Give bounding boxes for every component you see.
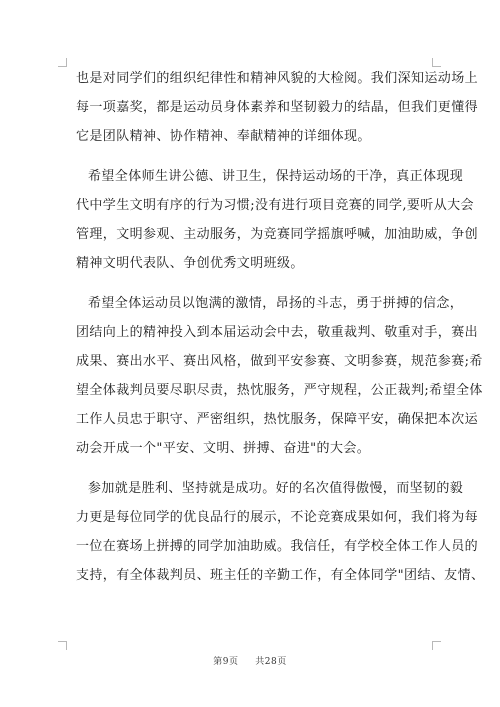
crop-mark-bottom-left bbox=[58, 641, 67, 650]
body-text bbox=[76, 64, 485, 590]
page-total: 共28页 bbox=[255, 657, 287, 667]
paragraph-4-line-3: 一位在赛场上拼搏的同学加油助威。我信任，有学校全体工作人员的 bbox=[76, 539, 479, 554]
paragraph-2-line-1: 希望全体师生讲公德、讲卫生，保持运动场的干净，真正体现现 bbox=[88, 169, 464, 184]
paragraph-1-line-3: 它是团队精神、协作精神、奉献精神的详细体现。 bbox=[76, 129, 371, 144]
crop-mark-bottom-right bbox=[432, 641, 441, 650]
paragraph-4-line-4: 支持，有全体裁判员、班主任的辛勤工作，有全体同学"团结、友情、 bbox=[76, 568, 485, 583]
paragraph-2-line-3: 管理，文明参观、主动服务，为竞赛同学摇旗呼喊，加油助威，争创 bbox=[76, 227, 479, 242]
paragraph-3-line-2: 团结向上的精神投入到本届运动会中去，敬重裁判、敬重对手，赛出 bbox=[76, 325, 479, 340]
paragraph-3-line-3: 成果、赛出水平、赛出风格，做到平安参赛、文明参赛，规范参赛;希 bbox=[76, 354, 483, 369]
page-number: 第9页 bbox=[213, 657, 239, 667]
paragraph-2-line-2: 代中学生文明有序的行为习惯;没有进行项目竞赛的同学,要听从大会 bbox=[76, 198, 474, 213]
paragraph-1-line-1: 也是对同学们的组织纪律性和精神风貌的大检阅。我们深知运动场上 bbox=[76, 71, 479, 86]
paragraph-4-line-1: 参加就是胜利、坚持就是成功。好的名次值得傲慢，而坚韧的毅 bbox=[88, 481, 464, 496]
page-footer bbox=[0, 654, 500, 667]
paragraph-2-line-4: 精神文明代表队、争创优秀文明班级。 bbox=[76, 256, 304, 271]
crop-mark-top-left bbox=[58, 58, 67, 67]
paragraph-4-line-2: 力更是每位同学的优良品行的展示，不论竞赛成果如何，我们将为每 bbox=[76, 510, 479, 525]
paragraph-1-line-2: 每一项嘉奖，都是运动员身体素养和坚韧毅力的结晶，但我们更懂得 bbox=[76, 100, 479, 115]
paragraph-3-line-6: 动会开成一个"平安、文明、拼搏、奋进"的大会。 bbox=[76, 441, 371, 456]
paragraph-3-line-4: 望全体裁判员要尽职尽责，热忱服务，严守规程，公正裁判;希望全体 bbox=[76, 383, 483, 398]
paragraph-3-line-1: 希望全体运动员以饱满的激情，昂扬的斗志，勇于拼搏的信念， bbox=[88, 296, 464, 311]
crop-mark-top-right bbox=[432, 58, 441, 67]
paragraph-3-line-5: 工作人员忠于职守、严密组织，热忱服务，保障平安，确保把本次运 bbox=[76, 412, 479, 427]
